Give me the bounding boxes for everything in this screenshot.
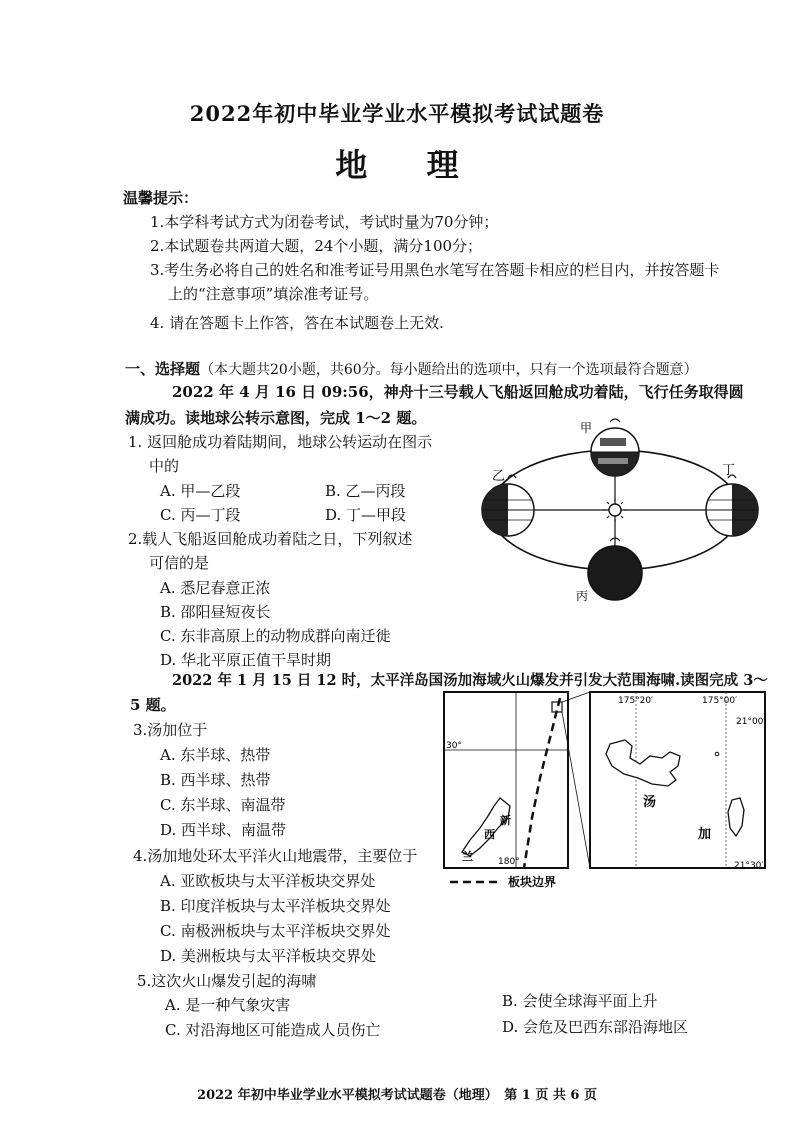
q2-option-b: B. 邵阳昼短夜长	[160, 603, 271, 621]
orbit-label-bing: 丙	[576, 589, 589, 603]
lon-17500-label: 175°00′	[702, 696, 738, 706]
earth-orbit-diagram	[470, 418, 770, 608]
q5-stem: 5.这次火山爆发引起的海啸	[137, 972, 317, 990]
tonga-label-1: 汤	[643, 795, 657, 810]
new-zealand-label-3: 兰	[462, 850, 473, 863]
q3-option-d: D. 西半球、南温带	[160, 821, 287, 839]
earth-position-jia	[591, 419, 639, 476]
q2-stem-cont: 可信的是	[149, 554, 210, 572]
exam-title: 2022年初中毕业学业水平模拟考试试题卷	[189, 101, 605, 126]
q1-stem: 1. 返回舱成功着陆期间，地球公转运动在图示	[128, 433, 433, 451]
q4-option-b: B. 印度洋板块与太平洋板块交界处	[160, 897, 391, 915]
notice-item-1: 1.本学科考试方式为闭卷考试，考试时量为70分钟；	[150, 213, 499, 231]
q2-option-a: A. 悉尼春意正浓	[160, 579, 271, 597]
subject-title: 地 理	[335, 146, 459, 184]
page-footer: 2022 年初中毕业学业水平模拟考试试题卷（地理） 第 1 页 共 6 页	[197, 1088, 597, 1103]
lat-30-label: 30°	[446, 741, 462, 751]
left-map-frame	[444, 692, 568, 868]
q1-option-d: D. 丁—甲段	[325, 506, 407, 524]
notice-item-2: 2.本试题卷共两道大题，24个小题，满分100分；	[150, 237, 483, 255]
earth-position-yi	[482, 475, 534, 536]
q4-option-a: A. 亚欧板块与太平洋板块交界处	[160, 872, 376, 890]
q4-option-c: C. 南极洲板块与太平洋板块交界处	[160, 922, 391, 940]
section-heading-title: 一、选择题	[125, 360, 201, 378]
notice-label: 温馨提示：	[123, 189, 199, 207]
section-heading-note: （本大题共20小题，共60分。每小题给出的选项中，只有一个选项最符合题意）	[200, 362, 698, 378]
orbit-label-jia: 甲	[580, 421, 593, 435]
orbit-label-ding: 丁	[722, 463, 736, 478]
tonga-label-2: 加	[698, 827, 712, 842]
lon-17520-label: 175°20′	[618, 696, 654, 706]
q1-option-c: C. 丙—丁段	[160, 506, 241, 524]
lat-2100-label: 21°00′	[736, 717, 766, 727]
q4-stem: 4.汤加地处环太平洋火山地震带，主要位于	[133, 847, 418, 865]
q5-option-c: C. 对沿海地区可能造成人员伤亡	[165, 1021, 381, 1039]
q2-option-c: C. 东非高原上的动物成群向南迁徙	[160, 627, 391, 645]
q1-option-b: B. 乙—丙段	[325, 482, 406, 500]
q3-option-c: C. 东半球、南温带	[160, 796, 286, 814]
earth-position-ding	[706, 475, 758, 536]
intro2-line2: 5 题。	[130, 696, 176, 714]
intro2-line1: 2022 年 1 月 15 日 12 时，太平洋岛国汤加海域火山爆发并引发大范围海啸.读图完成 3～	[172, 672, 768, 689]
lon-180-label: 180°	[498, 857, 520, 867]
q1-option-a: A. 甲—乙段	[160, 482, 241, 500]
notice-item-4: 4. 请在答题卡上作答，答在本试题卷上无效.	[150, 314, 444, 332]
q3-stem: 3.汤加位于	[133, 721, 208, 739]
q2-stem: 2.载人飞船返回舱成功着陆之日，下列叙述	[128, 530, 413, 548]
tonga-map-figure	[440, 688, 770, 893]
new-zealand-label-2: 西	[484, 828, 495, 841]
q5-option-b: B. 会使全球海平面上升	[502, 992, 658, 1010]
notice-item-3-cont: 上的“注意事项”填涂准考证号。	[168, 285, 379, 303]
q5-option-d: D. 会危及巴西东部沿海地区	[502, 1018, 689, 1036]
q2-option-d: D. 华北平原正值干旱时期	[160, 651, 332, 669]
q3-option-a: A. 东半球、热带	[160, 746, 271, 764]
new-zealand-label-1: 新	[500, 814, 511, 827]
q5-option-a: A. 是一种气象灾害	[165, 996, 291, 1014]
q4-option-d: D. 美洲板块与太平洋板块交界处	[160, 947, 377, 965]
intro1-line2: 满成功。读地球公转示意图，完成 1～2 题。	[125, 409, 427, 427]
lat-2130-label: 21°30′	[734, 861, 764, 871]
legend-label: 板块边界	[508, 875, 557, 889]
orbit-label-yi: 乙	[492, 469, 506, 484]
notice-item-3: 3.考生务必将自己的姓名和准考证号用黑色水笔写在答题卡相应的栏目内，并按答题卡	[150, 261, 720, 279]
section-heading	[125, 358, 698, 379]
intro1-line1: 2022 年 4 月 16 日 09:56，神舟十三号载人飞船返回舱成功着陆，飞行任务取得圆	[172, 383, 744, 401]
q1-stem-cont: 中的	[149, 457, 180, 475]
q3-option-b: B. 西半球、热带	[160, 771, 271, 789]
earth-position-bing	[588, 538, 642, 600]
